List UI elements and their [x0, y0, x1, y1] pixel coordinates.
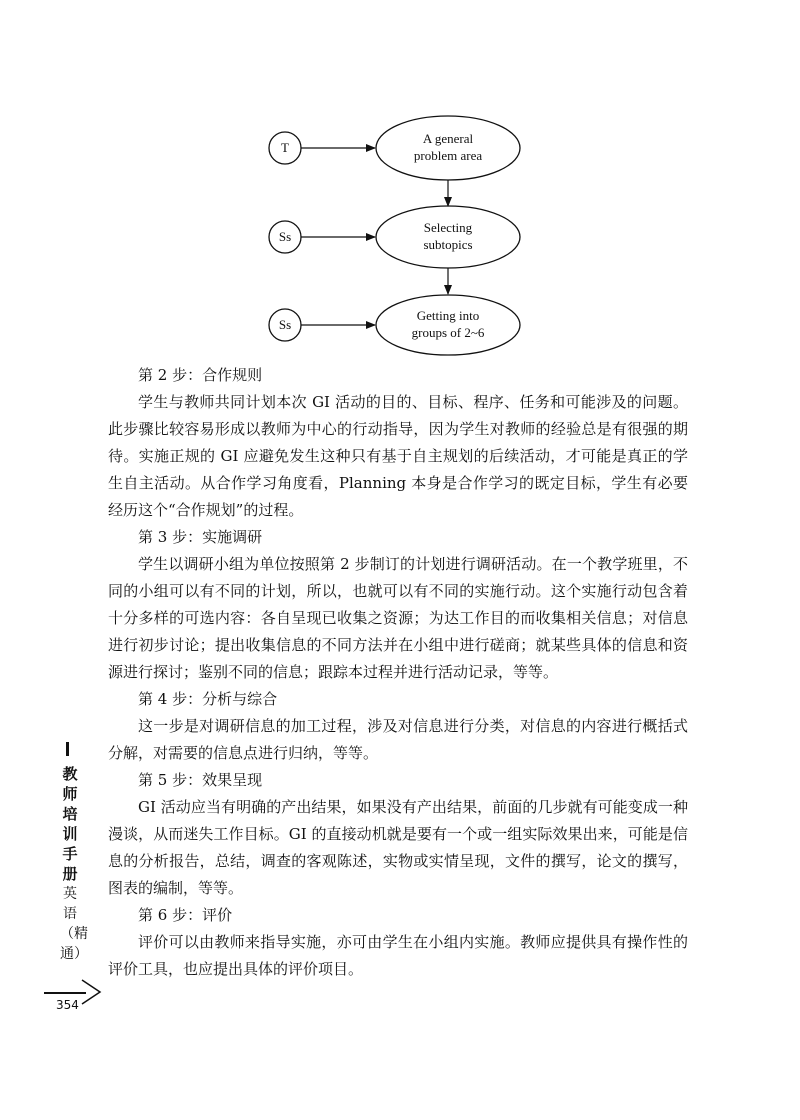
- step-5-body: GI 活动应当有明确的产出结果，如果没有产出结果，前面的几步就有可能变成一种漫谈，从而迷失工作目标。GI 的直接动机就是要有一个或一组实际效果出来，可能是信息的分析报告，总结，调查的客观陈述，实物或实情呈现，文件的撰写，论文的撰写，图表的编制，等等。: [108, 798, 688, 897]
- step-4-body: 这一步是对调研信息的加工过程，涉及对信息进行分类，对信息的内容进行概括式分解，对需要的信息点进行归纳，等等。: [108, 717, 688, 762]
- sidebar-top-bar: [66, 742, 69, 756]
- page-number: 354: [56, 998, 79, 1012]
- step-3-body: 学生以调研小组为单位按照第 2 步制订的计划进行调研活动。在一个教学班里，不同的小组可以有不同的计划，所以，也就可以有不同的实施行动。这个实施行动包含着十分多样的可选内容：各自呈现已收集之资源；为达工作目的而收集相关信息；对信息进行初步讨论；提出收集信息的不同方法并在小组中进行磋商；就某些具体的信息和资源进行探讨；鉴别不同的信息；跟踪本过程并进行活动记录，等等。: [108, 555, 688, 681]
- step-2-heading: 第 2 步：合作规则: [138, 366, 263, 384]
- sidebar-book-title: 教师培训手册: [62, 765, 78, 883]
- stage-label-problem-area-line2: problem area: [413, 148, 483, 163]
- step-6-body: 评价可以由教师来指导实施，亦可由学生在小组内实施。教师应提供具有操作性的评价工具，也应提出具体的评价项目。: [108, 933, 688, 978]
- body-content: [108, 362, 688, 983]
- sidebar-subject: 英语（精通）: [60, 886, 88, 962]
- step-3-heading: 第 3 步：实施调研: [138, 528, 263, 546]
- step-2-body: 学生与教师共同计划本次 GI 活动的目的、目标、程序、任务和可能涉及的问题。此步骤比较容易形成以教师为中心的行动指导，因为学生对教师的经验总是有很强的期待。实施正规的 GI 应避免发生这种只有基于自主规划的后续活动，才可能是真正的学生自主活动。从合作学习角度看，Planning 本身是合作学习的既定目标，学生有必要经历这个“合作规划”的过程。: [108, 393, 688, 519]
- step-5-heading: 第 5 步：效果呈现: [138, 771, 263, 789]
- page-arrow-icon: [80, 978, 104, 1006]
- role-label-students-2: Ss: [278, 317, 292, 332]
- stage-label-problem-area-line1: A general: [422, 131, 474, 146]
- stage-label-selecting-line2: subtopics: [423, 237, 473, 252]
- step-4-heading: 第 4 步：分析与综合: [138, 690, 278, 708]
- step-6-heading: 第 6 步：评价: [138, 906, 233, 924]
- stage-label-groups-line1: Getting into: [416, 308, 480, 323]
- role-label-teacher: T: [281, 140, 289, 155]
- stage-label-selecting-line1: Selecting: [423, 220, 473, 235]
- stage-label-groups-line2: groups of 2~6: [411, 325, 485, 340]
- gi-process-diagram: [0, 0, 800, 360]
- role-label-students-1: Ss: [278, 229, 292, 244]
